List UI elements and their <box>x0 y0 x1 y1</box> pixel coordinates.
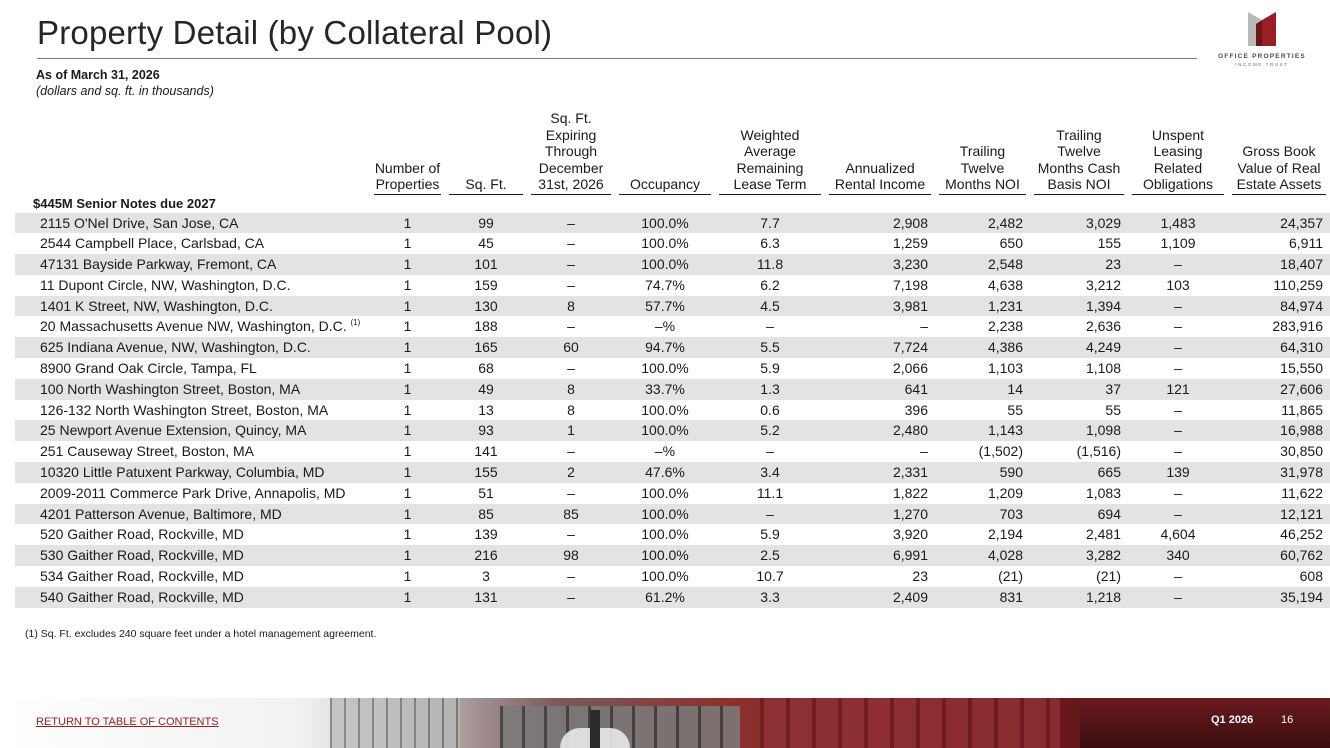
column-header-occupancy: Occupancy <box>615 110 715 195</box>
occupancy-cell: –% <box>654 443 676 460</box>
table-row <box>15 275 1330 296</box>
footer-photo-post <box>590 710 600 748</box>
unspent-leasing-cell: 139 <box>1128 462 1228 483</box>
sq-ft-cell: 49 <box>445 379 527 400</box>
ttm-noi-cell: 14 <box>935 379 1030 400</box>
ttm-cash-noi-cell: 1,098 <box>1030 420 1128 441</box>
ttm-noi-cell: 4,638 <box>987 276 1023 293</box>
number-of-properties-cell: 1 <box>370 587 445 608</box>
table-row <box>15 400 1330 421</box>
table-row <box>15 337 1330 358</box>
sq-ft-cell: 13 <box>478 401 494 418</box>
number-of-properties-cell: 1 <box>403 235 412 252</box>
property-name-cell <box>15 587 370 608</box>
footer-photo-building <box>760 698 1060 748</box>
sq-ft-expiring-cell: – <box>567 526 575 543</box>
gross-book-value-cell: 27,606 <box>1228 379 1330 400</box>
number-of-properties-cell: 1 <box>370 504 445 525</box>
ttm-noi-cell: 2,238 <box>987 318 1023 335</box>
gross-book-value-cell: 608 <box>1299 568 1323 585</box>
gross-book-value-cell: 35,194 <box>1228 587 1330 608</box>
table-header-row <box>15 110 1330 195</box>
footnote: (1) Sq. Ft. excludes 240 square feet under a hotel management agreement. <box>25 628 377 640</box>
property-name-cell <box>15 233 370 254</box>
lease-term-cell: – <box>766 443 774 460</box>
column-header-property <box>15 110 370 195</box>
lease-term-cell: 3.4 <box>715 462 825 483</box>
ttm-noi-cell: 4,028 <box>935 545 1030 566</box>
sq-ft-cell: 99 <box>445 213 527 234</box>
occupancy-cell: 100.0% <box>615 545 715 566</box>
property-name: 2009-2011 Commerce Park Drive, Annapolis, MD <box>40 484 346 501</box>
sq-ft-expiring-cell: – <box>567 276 575 293</box>
unspent-leasing-cell: 1,483 <box>1128 213 1228 234</box>
occupancy-cell: 100.0% <box>641 235 689 252</box>
sq-ft-cell: 68 <box>478 360 494 377</box>
lease-term-cell: 10.7 <box>756 568 784 585</box>
ttm-noi-cell: 55 <box>1007 401 1023 418</box>
ttm-cash-noi-cell: 694 <box>1030 504 1128 525</box>
unspent-leasing-cell: – <box>1128 254 1228 275</box>
property-name-cell <box>15 337 370 358</box>
property-name-cell <box>15 296 370 317</box>
footer-banner <box>0 698 1330 748</box>
sq-ft-expiring-cell: 98 <box>527 545 615 566</box>
property-name: 520 Gaither Road, Rockville, MD <box>40 526 244 543</box>
property-name-cell <box>15 504 370 525</box>
occupancy-cell: 100.0% <box>615 504 715 525</box>
ttm-cash-noi-cell: 3,029 <box>1030 213 1128 234</box>
ttm-cash-noi-cell: 3,282 <box>1030 545 1128 566</box>
lease-term-cell: 2.5 <box>715 545 825 566</box>
ttm-noi-cell: 590 <box>935 462 1030 483</box>
gross-book-value-cell: 110,259 <box>1273 276 1323 293</box>
gross-book-value-cell: 15,550 <box>1280 360 1323 377</box>
occupancy-cell: 100.0% <box>615 420 715 441</box>
annualized-rental-income-cell: 641 <box>825 379 935 400</box>
sq-ft-cell: 3 <box>482 568 490 585</box>
property-name: 100 North Washington Street, Boston, MA <box>40 380 301 397</box>
gross-book-value-cell: 11,622 <box>1281 484 1323 501</box>
number-of-properties-cell: 1 <box>403 443 412 460</box>
annualized-rental-income-cell: 3,230 <box>825 254 935 275</box>
table-row <box>15 358 1330 379</box>
number-of-properties-cell: 1 <box>403 484 412 501</box>
occupancy-cell: 100.0% <box>615 213 715 234</box>
column-header-gross-book-value: Gross Book Value of Real Estate Assets <box>1228 110 1330 195</box>
ttm-cash-noi-cell: 2,636 <box>1085 318 1121 335</box>
unspent-leasing-cell: – <box>1174 318 1182 335</box>
table-row <box>15 213 1330 234</box>
table-row <box>15 296 1330 317</box>
ttm-noi-cell: 2,194 <box>987 526 1023 543</box>
column-header-sq-ft: Sq. Ft. <box>445 110 527 195</box>
annualized-rental-income-cell: – <box>920 443 928 460</box>
property-name: 25 Newport Avenue Extension, Quincy, MA <box>40 422 307 439</box>
ttm-cash-noi-cell: 1,394 <box>1030 296 1128 317</box>
annualized-rental-income-cell: 1,270 <box>825 504 935 525</box>
lease-term-cell: 5.5 <box>715 337 825 358</box>
annualized-rental-income-cell: 396 <box>904 401 928 418</box>
sq-ft-expiring-cell: 85 <box>527 504 615 525</box>
property-name-cell <box>15 400 370 421</box>
property-name: 1401 K Street, NW, Washington, D.C. <box>40 297 273 314</box>
annualized-rental-income-cell: 6,991 <box>825 545 935 566</box>
sq-ft-cell: 139 <box>474 526 498 543</box>
property-name: 2544 Campbell Place, Carlsbad, CA <box>40 235 265 252</box>
page-number: 16 <box>1281 714 1294 726</box>
column-header-unspent-leasing: Unspent Leasing Related Obligations <box>1128 110 1228 195</box>
gross-book-value-cell: 16,988 <box>1228 420 1330 441</box>
ttm-noi-cell: (1,502) <box>978 443 1023 460</box>
table-row <box>15 524 1330 545</box>
column-header-ttm-noi: Trailing Twelve Months NOI <box>935 110 1030 195</box>
ttm-cash-noi-cell: 55 <box>1105 401 1121 418</box>
annualized-rental-income-cell: 3,981 <box>825 296 935 317</box>
lease-term-cell: 7.7 <box>715 213 825 234</box>
sq-ft-expiring-cell: – <box>567 443 575 460</box>
lease-term-cell: – <box>715 504 825 525</box>
number-of-properties-cell: 1 <box>403 401 412 418</box>
occupancy-cell: 100.0% <box>641 568 689 585</box>
property-name-cell <box>15 358 370 379</box>
sq-ft-expiring-cell: – <box>567 484 575 501</box>
sq-ft-cell: 131 <box>445 587 527 608</box>
annualized-rental-income-cell: – <box>920 318 928 335</box>
number-of-properties-cell: 1 <box>370 337 445 358</box>
annualized-rental-income-cell: 7,198 <box>892 276 928 293</box>
sq-ft-cell: 159 <box>474 276 498 293</box>
property-name-cell <box>15 213 370 234</box>
gross-book-value-cell: 11,865 <box>1281 401 1323 418</box>
ttm-noi-cell: 1,209 <box>987 484 1023 501</box>
title-rule <box>37 58 1197 59</box>
annualized-rental-income-cell: 1,822 <box>892 484 928 501</box>
ttm-noi-cell: 831 <box>935 587 1030 608</box>
sq-ft-expiring-cell: 8 <box>527 379 615 400</box>
gross-book-value-cell: 46,252 <box>1280 526 1323 543</box>
gross-book-value-cell: 84,974 <box>1228 296 1330 317</box>
occupancy-cell: 33.7% <box>615 379 715 400</box>
sq-ft-cell: 141 <box>474 443 498 460</box>
gross-book-value-cell: 6,911 <box>1289 235 1323 252</box>
sq-ft-cell: 51 <box>478 484 494 501</box>
table-row <box>15 254 1330 275</box>
column-header-lease-term: Weighted Average Remaining Lease Term <box>715 110 825 195</box>
unspent-leasing-cell: – <box>1174 360 1182 377</box>
occupancy-cell: 57.7% <box>615 296 715 317</box>
unspent-leasing-cell: 121 <box>1128 379 1228 400</box>
ttm-noi-cell: 2,482 <box>935 213 1030 234</box>
lease-term-cell: 4.5 <box>715 296 825 317</box>
sq-ft-cell: 130 <box>445 296 527 317</box>
footnote-marker: (1) <box>350 318 361 328</box>
ttm-noi-cell: (21) <box>998 568 1023 585</box>
unspent-leasing-cell: – <box>1174 401 1182 418</box>
table-row <box>15 441 1330 462</box>
lease-term-cell: 5.9 <box>760 526 780 543</box>
sq-ft-cell: 216 <box>445 545 527 566</box>
ttm-cash-noi-cell: 2,481 <box>1085 526 1121 543</box>
gross-book-value-cell: 24,357 <box>1228 213 1330 234</box>
property-name: 540 Gaither Road, Rockville, MD <box>40 588 244 605</box>
occupancy-cell: –% <box>654 318 676 335</box>
number-of-properties-cell: 1 <box>370 296 445 317</box>
ttm-cash-noi-cell: 665 <box>1030 462 1128 483</box>
table-row <box>15 462 1330 483</box>
gross-book-value-cell: 30,850 <box>1280 443 1323 460</box>
quarter-label: Q1 2026 <box>1211 714 1254 726</box>
property-name: 534 Gaither Road, Rockville, MD <box>40 568 244 585</box>
lease-term-cell: 3.3 <box>715 587 825 608</box>
unspent-leasing-cell: – <box>1174 443 1182 460</box>
sq-ft-expiring-cell: 1 <box>527 420 615 441</box>
occupancy-cell: 100.0% <box>615 254 715 275</box>
section-title: $445M Senior Notes due 2027 <box>33 195 216 211</box>
property-name-cell <box>15 441 370 462</box>
unspent-leasing-cell: – <box>1174 484 1182 501</box>
occupancy-cell: 74.7% <box>645 276 685 293</box>
unspent-leasing-cell: 340 <box>1128 545 1228 566</box>
property-name-cell <box>15 545 370 566</box>
property-name-cell <box>15 316 370 337</box>
ttm-cash-noi-cell: 155 <box>1097 235 1121 252</box>
annualized-rental-income-cell: 2,409 <box>825 587 935 608</box>
number-of-properties-cell: 1 <box>370 213 445 234</box>
gross-book-value-cell: 60,762 <box>1228 545 1330 566</box>
unspent-leasing-cell: – <box>1128 420 1228 441</box>
sq-ft-expiring-cell: – <box>527 587 615 608</box>
property-name: 4201 Patterson Avenue, Baltimore, MD <box>40 505 282 522</box>
ttm-cash-noi-cell: 1,218 <box>1030 587 1128 608</box>
annualized-rental-income-cell: 7,724 <box>825 337 935 358</box>
annualized-rental-income-cell: 1,259 <box>892 235 928 252</box>
lease-term-cell: 6.3 <box>760 235 780 252</box>
number-of-properties-cell: 1 <box>370 379 445 400</box>
ttm-noi-cell: 2,548 <box>935 254 1030 275</box>
column-header-number-of-properties: Number of Properties <box>370 110 445 195</box>
property-name-cell <box>15 462 370 483</box>
gross-book-value-cell: 18,407 <box>1228 254 1330 275</box>
lease-term-cell: 0.6 <box>760 401 780 418</box>
annualized-rental-income-cell: 2,908 <box>825 213 935 234</box>
ttm-cash-noi-cell: 4,249 <box>1030 337 1128 358</box>
property-name: 10320 Little Patuxent Parkway, Columbia, MD <box>40 464 325 481</box>
table-row <box>15 566 1330 587</box>
footer-photo-building <box>330 698 460 748</box>
number-of-properties-cell: 1 <box>403 526 412 543</box>
unspent-leasing-cell: – <box>1174 568 1182 585</box>
lease-term-cell: 5.2 <box>715 420 825 441</box>
table-row <box>15 379 1330 400</box>
unspent-leasing-cell: 1,109 <box>1160 235 1196 252</box>
sq-ft-cell: 45 <box>478 235 494 252</box>
section-header-row <box>15 195 1330 213</box>
ttm-cash-noi-cell: 1,083 <box>1085 484 1121 501</box>
sq-ft-expiring-cell: – <box>527 254 615 275</box>
units-note: (dollars and sq. ft. in thousands) <box>36 84 214 98</box>
number-of-properties-cell: 1 <box>370 462 445 483</box>
sq-ft-cell: 85 <box>445 504 527 525</box>
sq-ft-expiring-cell: – <box>567 318 575 335</box>
sq-ft-cell: 93 <box>445 420 527 441</box>
occupancy-cell: 100.0% <box>641 360 689 377</box>
table-row <box>15 545 1330 566</box>
property-name: 20 Massachusetts Avenue NW, Washington, D.C. <box>40 318 347 335</box>
sq-ft-expiring-cell: – <box>567 568 575 585</box>
lease-term-cell: 11.8 <box>715 254 825 275</box>
ttm-noi-cell: 703 <box>935 504 1030 525</box>
sq-ft-expiring-cell: – <box>567 360 575 377</box>
sq-ft-expiring-cell: – <box>527 213 615 234</box>
unspent-leasing-cell: – <box>1128 504 1228 525</box>
occupancy-cell: 47.6% <box>615 462 715 483</box>
annualized-rental-income-cell: 2,331 <box>825 462 935 483</box>
property-name: 530 Gaither Road, Rockville, MD <box>40 547 244 564</box>
sq-ft-cell: 188 <box>474 318 498 335</box>
property-name: 2115 O'Nel Drive, San Jose, CA <box>40 214 239 231</box>
page-title: Property Detail (by Collateral Pool) <box>37 14 553 51</box>
property-detail-table <box>15 110 1330 608</box>
property-name-cell <box>15 254 370 275</box>
ttm-noi-cell: 1,143 <box>935 420 1030 441</box>
gross-book-value-cell: 64,310 <box>1228 337 1330 358</box>
sq-ft-expiring-cell: – <box>567 235 575 252</box>
property-name-cell <box>15 483 370 504</box>
table-row <box>15 504 1330 525</box>
number-of-properties-cell: 1 <box>403 276 412 293</box>
ttm-cash-noi-cell: 23 <box>1030 254 1128 275</box>
occupancy-cell: 100.0% <box>641 401 689 418</box>
return-to-contents-link[interactable]: RETURN TO TABLE OF CONTENTS <box>36 716 219 728</box>
logo-mark-icon <box>1248 12 1276 46</box>
property-name: 47131 Bayside Parkway, Fremont, CA <box>40 256 277 273</box>
property-name: 8900 Grand Oak Circle, Tampa, FL <box>40 360 257 377</box>
table-row <box>15 316 1330 337</box>
ttm-noi-cell: 1,103 <box>987 360 1023 377</box>
gross-book-value-cell: 283,916 <box>1272 318 1323 335</box>
unspent-leasing-cell: – <box>1128 337 1228 358</box>
ttm-cash-noi-cell: 37 <box>1030 379 1128 400</box>
occupancy-cell: 100.0% <box>641 484 689 501</box>
sq-ft-expiring-cell: 60 <box>527 337 615 358</box>
property-name: 126-132 North Washington Street, Boston, MA <box>40 401 329 418</box>
occupancy-cell: 61.2% <box>615 587 715 608</box>
occupancy-cell: 100.0% <box>641 526 689 543</box>
company-logo <box>1212 12 1312 72</box>
table-row <box>15 587 1330 608</box>
sq-ft-cell: 101 <box>445 254 527 275</box>
number-of-properties-cell: 1 <box>403 360 412 377</box>
table-row <box>15 233 1330 254</box>
ttm-cash-noi-cell: (1,516) <box>1076 443 1121 460</box>
property-name: 251 Causeway Street, Boston, MA <box>40 443 254 460</box>
ttm-cash-noi-cell: 1,108 <box>1085 360 1121 377</box>
unspent-leasing-cell: – <box>1128 587 1228 608</box>
annualized-rental-income-cell: 3,920 <box>892 526 928 543</box>
lease-term-cell: 11.1 <box>756 484 784 501</box>
number-of-properties-cell: 1 <box>370 254 445 275</box>
property-name-cell <box>15 420 370 441</box>
annualized-rental-income-cell: 2,066 <box>892 360 928 377</box>
property-name-cell <box>15 524 370 545</box>
ttm-cash-noi-cell: 3,212 <box>1085 276 1121 293</box>
lease-term-cell: 6.2 <box>760 276 780 293</box>
sq-ft-expiring-cell: 2 <box>527 462 615 483</box>
gross-book-value-cell: 12,121 <box>1228 504 1330 525</box>
number-of-properties-cell: 1 <box>403 568 412 585</box>
annualized-rental-income-cell: 2,480 <box>825 420 935 441</box>
logo-name: OFFICE PROPERTIES <box>1218 53 1306 60</box>
column-header-ttm-cash-noi: Trailing Twelve Months Cash Basis NOI <box>1030 110 1128 195</box>
unspent-leasing-cell: – <box>1128 296 1228 317</box>
number-of-properties-cell: 1 <box>370 420 445 441</box>
property-name-cell <box>15 566 370 587</box>
lease-term-cell: 1.3 <box>715 379 825 400</box>
number-of-properties-cell: 1 <box>370 545 445 566</box>
sq-ft-cell: 155 <box>445 462 527 483</box>
number-of-properties-cell: 1 <box>403 318 412 335</box>
lease-term-cell: – <box>766 318 774 335</box>
gross-book-value-cell: 31,978 <box>1228 462 1330 483</box>
property-name-cell <box>15 379 370 400</box>
ttm-noi-cell: 1,231 <box>935 296 1030 317</box>
unspent-leasing-cell: 103 <box>1166 276 1190 293</box>
occupancy-cell: 94.7% <box>615 337 715 358</box>
property-name-cell <box>15 275 370 296</box>
sq-ft-cell: 165 <box>445 337 527 358</box>
lease-term-cell: 5.9 <box>760 360 780 377</box>
table-row <box>15 420 1330 441</box>
footer-edge <box>0 698 14 748</box>
ttm-cash-noi-cell: (21) <box>1096 568 1121 585</box>
column-header-sq-ft-expiring: Sq. Ft. Expiring Through December 31st, 2026 <box>527 110 615 195</box>
sq-ft-expiring-cell: 8 <box>567 401 575 418</box>
sq-ft-expiring-cell: 8 <box>527 296 615 317</box>
property-name: 625 Indiana Avenue, NW, Washington, D.C. <box>40 339 311 356</box>
table-row <box>15 483 1330 504</box>
ttm-noi-cell: 4,386 <box>935 337 1030 358</box>
ttm-noi-cell: 650 <box>999 235 1023 252</box>
as-of-date: As of March 31, 2026 <box>36 68 160 82</box>
column-header-annualized-rental-income: Annualized Rental Income <box>825 110 935 195</box>
annualized-rental-income-cell: 23 <box>912 568 928 585</box>
unspent-leasing-cell: 4,604 <box>1160 526 1196 543</box>
logo-subname: INCOME TRUST <box>1235 62 1289 67</box>
property-name: 11 Dupont Circle, NW, Washington, D.C. <box>40 276 291 293</box>
